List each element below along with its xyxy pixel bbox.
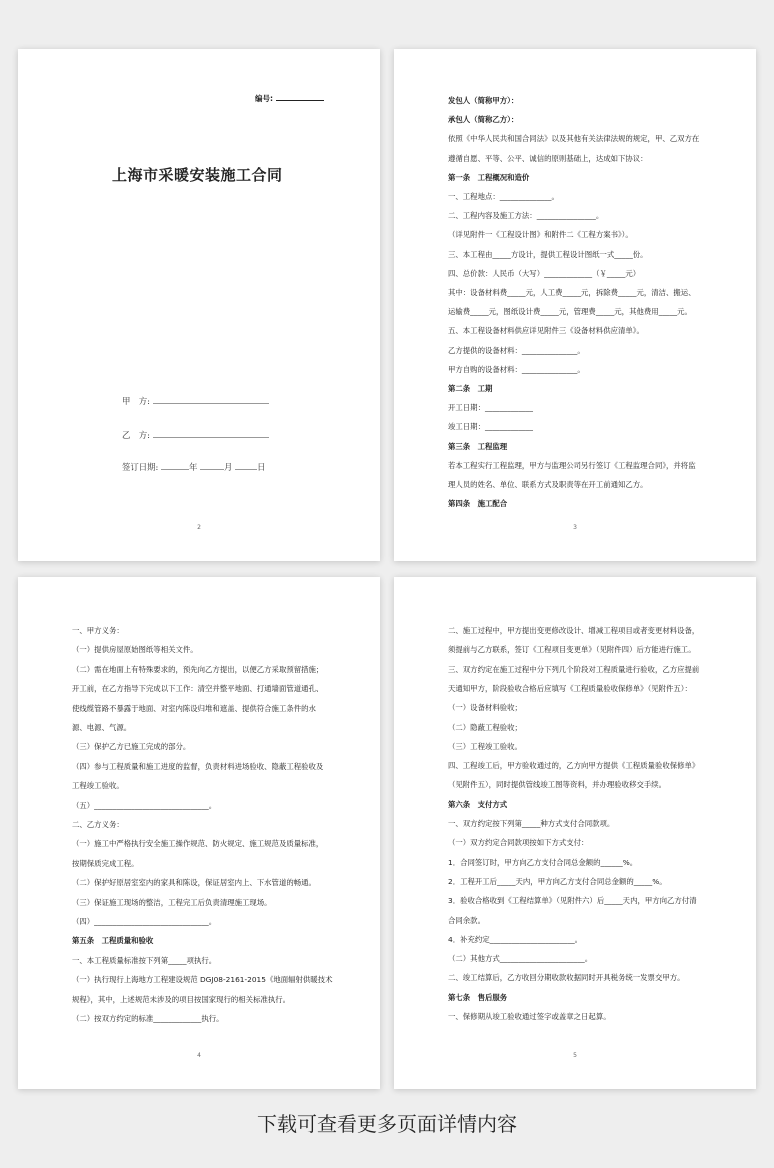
clause-line: （二）保护好原居室室内的家具和陈设，保证居室内上、下水管道的畅通。 <box>72 878 316 888</box>
clause-line: （二）其他方式_______________________。 <box>448 954 593 964</box>
contract-page-3 <box>394 49 756 561</box>
clause-line: （详见附件一《工程设计图》和附件二《工程方案书》）。 <box>448 230 633 240</box>
clause-line: 二、竣工结算后，乙方收回分期收款收据同时开具税务统一发票交甲方。 <box>448 973 685 983</box>
clause-line: 竣工日期：_____________ <box>448 422 533 432</box>
clause-line: 开工日期：_____________ <box>448 403 533 413</box>
section-heading: 第五条 工程质量和验收 <box>72 936 154 946</box>
clause-line: （二）隐蔽工程验收； <box>448 722 522 732</box>
clause-line: （三）工程竣工验收。 <box>448 741 522 751</box>
clause-line: （二）需在地面上有特殊要求的，预先向乙方提出，以便乙方采取预留措施； <box>72 664 324 674</box>
contract-page-5 <box>394 577 756 1089</box>
clause-line: 1．合同签订时，甲方向乙方支付合同总金额的______%。 <box>448 857 638 867</box>
clause-line: 一、本工程质量标准按下列第_____项执行。 <box>72 955 217 965</box>
clause-line: 规程》，其中，上述规范未涉及的项目按国家现行的相关标准执行。 <box>72 994 291 1004</box>
clause-line: 2．工程开工后_____天内，甲方向乙方支付合同总金额的_____%。 <box>448 876 667 886</box>
clause-line: （一）施工中严格执行安全施工操作规范、防火规定、施工规范及质量标准， <box>72 839 324 849</box>
section-heading: 第四条 施工配合 <box>448 499 508 509</box>
section-heading: 第三条 工程监理 <box>448 441 508 451</box>
clause-line: （三）保证施工现场的整洁，工程完工后负责清理施工现场。 <box>72 897 272 907</box>
clause-line: （四）参与工程质量和施工进度的监督，负责材料进场验收、隐蔽工程验收及 <box>72 761 324 771</box>
clause-line: 源、电源、气源。 <box>72 723 132 732</box>
clause-line: （四）_______________________________。 <box>72 917 217 926</box>
clause-line: （一）提供房屋原始图纸等相关文件。 <box>72 645 198 655</box>
clause-line: 二、乙方义务： <box>72 820 124 829</box>
clause-line: 遵循自愿、平等、公平、诚信的原则基础上，达成如下协议： <box>448 153 648 163</box>
clause-line: 三、本工程由_____方设计，提供工程设计图纸一式_____份。 <box>448 249 648 259</box>
section-heading: 第六条 支付方式 <box>448 799 508 809</box>
clause-line: 工程竣工验收。 <box>72 781 124 791</box>
clause-line: 三、双方约定在施工过程中分下列几个阶段对工程质量进行验收，乙方应提前 <box>448 664 700 674</box>
clause-line: 开工前，在乙方指导下完成以下工作：清空并整平地面、打通墙面管道通孔、 <box>72 684 324 694</box>
section-heading: 第七条 售后服务 <box>448 992 508 1002</box>
clause-line: （三）保护乙方已施工完成的部分。 <box>72 742 191 752</box>
clause-line: 依照《中华人民共和国合同法》以及其他有关法律法规的规定，甲、乙双方在 <box>448 134 700 144</box>
clause-line: 合同余款。 <box>448 915 485 925</box>
clause-line: 使线缆管路不暴露于地面、对室内陈设归堆和遮盖、提供符合施工条件的水 <box>72 703 316 713</box>
clause-line: 天通知甲方，阶段验收合格后应填写《工程质量验收保修单》（见附件五）： <box>448 683 692 693</box>
page-number: 4 <box>197 1052 201 1059</box>
clause-line: 一、工程地点：______________。 <box>448 192 559 201</box>
clause-line: 须提前与乙方联系，签订《工程项目变更单》（见附件四）后方能进行施工。 <box>448 645 696 655</box>
clause-line: 二、工程内容及施工方法：________________。 <box>448 211 604 221</box>
clause-line: 4．补充约定_______________________。 <box>448 934 583 944</box>
clause-line: 一、双方约定按下列第_____种方式支付合同款项。 <box>448 819 615 828</box>
contract-page-cover <box>18 49 380 561</box>
clause-line: 四、总价款：人民币（大写）_____________（￥_____元） <box>448 268 641 278</box>
clause-line: （一）设备材料验收； <box>448 703 522 713</box>
clause-line: 乙方提供的设备材料：_______________。 <box>448 345 585 355</box>
clause-line: 一、保修期从竣工验收通过签字或盖章之日起算。 <box>448 1012 611 1021</box>
signing-date-field: 签订日期: 年 月 日 <box>122 462 266 472</box>
clause-line: 其中：设备材料费_____元，人工费_____元，拆除费_____元，清洁、搬运、 <box>448 288 696 297</box>
contract-number: 编号: <box>255 93 324 104</box>
clause-line: （见附件五），同时提供管线竣工图等资料，并办理验收移交手续。 <box>448 780 667 790</box>
clause-line: （一）执行现行上海地方工程建设规范 DGJ08-2161-2015《地面辐射供暖技术 <box>72 975 333 985</box>
clause-line: 运输费_____元，图纸设计费_____元，管理费_____元，其他费用_____元。 <box>448 307 692 317</box>
page-number: 2 <box>197 524 201 531</box>
page-number: 5 <box>573 1052 577 1059</box>
clause-line: 一、甲方义务： <box>72 626 124 635</box>
clause-line: （二）按双方约定的标准_____________执行。 <box>72 1014 224 1023</box>
party-a-field: 甲 方: <box>122 395 269 407</box>
clause-line: 甲方自购的设备材料：_______________。 <box>448 364 585 374</box>
clause-line: 若本工程实行工程监理，甲方与监理公司另行签订《工程监理合同》，并将监 <box>448 460 696 470</box>
contract-title: 上海市采暖安装施工合同 <box>112 166 283 184</box>
clause-line: （一）双方约定合同款项按如下方式支付： <box>448 838 589 848</box>
clause-line: 3．验收合格收到《工程结算单》（见附件六）后_____天内，甲方向乙方付清 <box>448 896 697 906</box>
download-more-caption: 下载可查看更多页面详情内容 <box>257 1112 517 1136</box>
clause-line: 二、施工过程中，甲方提出变更修改设计、增减工程项目或者变更材料设备， <box>448 626 700 635</box>
clause-line: 理人员的姓名、单位、联系方式及职责等在开工前通知乙方。 <box>448 480 648 489</box>
clause-line: 四、工程竣工后，甲方验收通过的，乙方向甲方提供《工程质量验收保修单》 <box>448 761 700 771</box>
page-number: 3 <box>573 524 577 531</box>
section-heading: 第二条 工期 <box>448 384 493 393</box>
clause-line: 五、本工程设备材料供应详见附件三《设备材料供应清单》。 <box>448 326 644 336</box>
clause-line: 按期保质完成工程。 <box>72 858 139 868</box>
party-b-field: 乙 方: <box>122 429 269 441</box>
contract-page-4 <box>18 577 380 1089</box>
section-heading: 承包人（简称乙方）： <box>448 115 519 125</box>
section-heading: 发包人（简称甲方）： <box>448 96 519 105</box>
clause-line: （五）_______________________________。 <box>72 800 217 810</box>
section-heading: 第一条 工程概况和造价 <box>448 172 530 182</box>
